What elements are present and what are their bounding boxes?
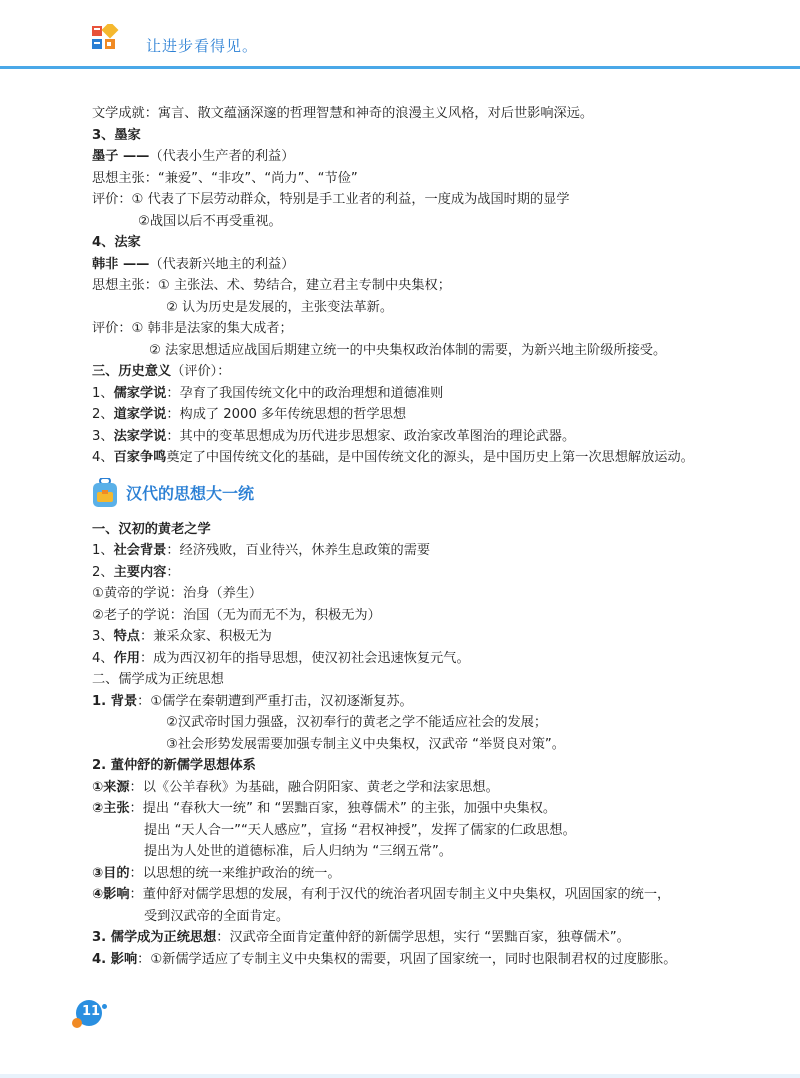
text-line: 思想主张：“兼爱”、“非攻”、“尚力”、“节俭” (92, 170, 358, 186)
text-line: ②汉武帝时国力强盛，汉初奉行的黄老之学不能适应社会的发展； (166, 715, 548, 730)
logo-icon (92, 24, 122, 52)
heading-mojia: 3、墨家 (92, 127, 141, 143)
slogan: 让进步看得见。 (146, 37, 259, 55)
section-header (92, 473, 732, 513)
text-line: ②战国以后不再受重视。 (138, 213, 282, 229)
text-line: 4、作用：成为西汉初年的指导思想，使汉初社会迅速恢复元气。 (92, 650, 470, 666)
text-line: 2、道家学说：构成了 2000 多年传统思想的哲学思想 (92, 407, 407, 422)
text-line: 1、社会背景：经济残败，百业待兴，休养生息政策的需要 (92, 543, 431, 558)
page-header (0, 0, 800, 70)
text-line: 4、百家争鸣奠定了中国传统文化的基础，是中国传统文化的源头，是中国历史上第一次思想解放运动。 (92, 450, 694, 465)
heading-fajia: 4、法家 (92, 235, 141, 250)
footer-band (0, 1074, 800, 1078)
text-line: 韩非 ——（代表新兴地主的利益） (92, 256, 295, 272)
text-line: 文学成就：寓言、散文蕴涵深邃的哲理智慧和神奇的浪漫主义风格，对后世影响深远。 (92, 106, 594, 121)
text-line: 4. 影响：①新儒学适应了专制主义中央集权的需要，巩固了国家统一，同时也限制君权的过度膨胀。 (92, 951, 677, 967)
text-line: 评价：① 韩非是法家的集大成者； (92, 321, 293, 336)
text-line: 墨子 ——（代表小生产者的利益） (92, 149, 295, 164)
text-line: 3、特点：兼采众家、积极无为 (92, 629, 272, 644)
text-line: ②主张：提出 “春秋大一统” 和 “罢黜百家，独尊儒术” 的主张，加强中央集权。 (92, 801, 557, 816)
text-line: 3. 儒学成为正统思想：汉武帝全面肯定董仲舒的新儒学思想，实行 “罢黜百家，独尊儒术”。 (92, 930, 630, 945)
backpack-icon (92, 478, 118, 508)
text-line: ①来源：以《公羊春秋》为基础，融合阴阳家、黄老之学和法家思想。 (92, 779, 499, 795)
page-content (92, 103, 732, 970)
text-line: 1. 背景：①儒学在秦朝遭到严重打击，汉初逐渐复苏。 (92, 693, 413, 709)
text-line: 1、儒家学说：孕育了我国传统文化中的政治理想和道德准则 (92, 385, 444, 401)
page-number-badge (72, 996, 112, 1032)
text-line: ①黄帝的学说：治身（养生） (92, 586, 263, 601)
text-line: ② 法家思想适应战国后期建立统一的中央集权政治体制的需要，为新兴地主阶级所接受。 (149, 342, 667, 358)
text-line: 思想主张：① 主张法、术、势结合，建立君主专制中央集权； (92, 278, 451, 293)
page-number: 11 (82, 1004, 101, 1019)
text-line: 3、法家学说：其中的变革思想成为历代进步思想家、政治家改革图治的理论武器。 (92, 428, 576, 444)
decorative-dot (72, 1018, 82, 1028)
text-line: ④影响：董仲舒对儒学思想的发展，有利于汉代的统治者巩固专制主义中央集权，巩固国家的统一， (92, 887, 671, 902)
text-line: 提出 “天人合一”“天人感应”，宣扬 “君权神授”，发挥了儒家的仁政思想。 (144, 822, 576, 838)
decorative-dot (102, 1004, 107, 1009)
text-line: 三、历史意义（评价）： (92, 364, 231, 379)
header-divider (0, 66, 800, 69)
text-line: ②老子的学说：治国（无为而无不为，积极无为） (92, 607, 381, 623)
text-line: 受到汉武帝的全面肯定。 (144, 908, 290, 924)
heading-dongzhongshu: 2. 董仲舒的新儒学思想体系 (92, 758, 256, 773)
heading-rujia: 二、儒学成为正统思想 (92, 672, 224, 687)
text-line: 提出为人处世的道德标准，后人归纳为 “三纲五常”。 (144, 844, 452, 859)
text-line: 2、主要内容： (92, 564, 180, 580)
text-line: ③目的：以思想的统一来维护政治的统一。 (92, 865, 341, 881)
text-line: ③社会形势发展需要加强专制主义中央集权，汉武帝 “举贤良对策”。 (166, 736, 565, 752)
heading-huanglao: 一、汉初的黄老之学 (92, 521, 211, 537)
section-title: 汉代的思想大一统 (126, 484, 255, 503)
text-line: 评价：① 代表了下层劳动群众，特别是手工业者的利益，一度成为战国时期的显学 (92, 192, 570, 207)
text-line: ② 认为历史是发展的，主张变法革新。 (166, 299, 394, 315)
